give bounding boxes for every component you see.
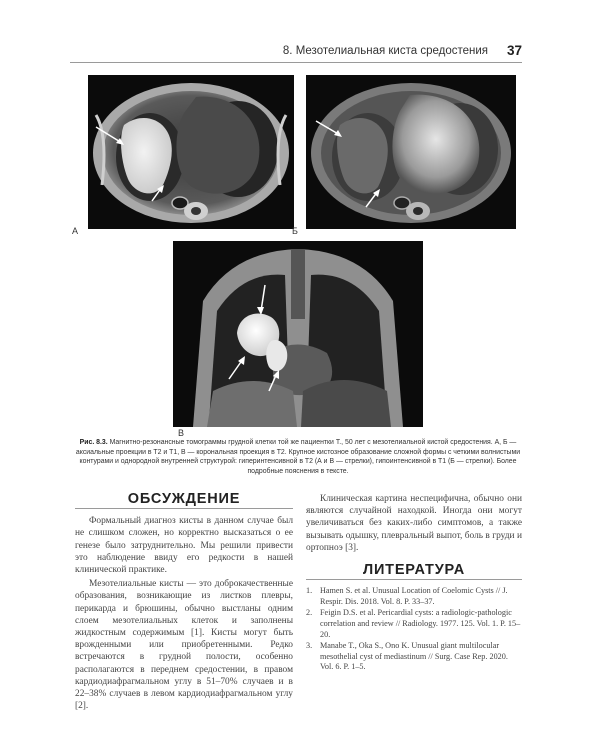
page-number: 37 (506, 43, 522, 58)
references-heading: ЛИТЕРАТУРА (362, 562, 466, 579)
mri-image-b (306, 75, 516, 229)
discussion-paragraph: Мезотелиальные кисты — это доброкачественные образования, возникающие из листков плевры, перикарда и брюшины, обычно выстланы одним слоем мезотелиальных клеток и заполнены жидкостным содержимым [1]. Кисты могут быть врожденными или приобретенными. Редко встречаются в грудной полости, особенно располагаются в переднем средостении, в правом кардиодиафрагмальном углу в 51–70% случаев и в 22–38% случаев в левом кардиодиафрагмальном углу [2]. (75, 579, 293, 712)
reference-number: 3. (306, 641, 313, 651)
mri-image-a (88, 75, 294, 229)
reference-text: Feigin D.S. et al. Pericardial cysts: a radiologic-pathologic correlation and review // Radiology. 1977. 125. Vol. 1. P. 15–20. (320, 608, 521, 639)
reference-item (306, 641, 522, 673)
mri-image-c (173, 241, 423, 427)
mri-coronal-t2-graphic (173, 241, 423, 427)
discussion-section (75, 493, 293, 712)
reference-item (306, 608, 522, 640)
panel-letter-a: А (72, 226, 79, 236)
discussion-heading-rule (75, 508, 293, 509)
clinical-paragraph: Клиническая картина неспецифична, обычно они являются случайной находкой. Иногда они могут увеличиваться без каких-либо симптомов, а также вызывать одышку, плевральный выпот, боль в груди и ортопноэ [3]. (306, 494, 522, 553)
panel-letter-b: Б (292, 226, 298, 236)
figure-caption-label: Рис. 8.3. (79, 439, 108, 446)
reference-text: Hamen S. et al. Unusual Location of Coelomic Cysts // J. Respir. Dis. 2018. Vol. 8. P. 33–37. (320, 586, 508, 606)
references-list (306, 586, 522, 673)
reference-number: 1. (306, 586, 313, 596)
references-heading-rule (306, 579, 522, 580)
mri-axial-t1-graphic (306, 75, 516, 229)
reference-text: Manabe T., Oka S., Ono K. Unusual giant multilocular mesothelial cyst of mediastinum // Surg. Case Rep. 2020. Vol. 6. P. 1–5. (320, 641, 508, 672)
mri-axial-t2-graphic (88, 75, 294, 229)
reference-number: 2. (306, 608, 313, 618)
figure-caption-text: Магнитно-резонансные томограммы грудной клетки той же пациентки Т., 50 лет с мезотелиальной кистой средостения. А, Б — аксиальные проекции в Т2 и Т1, В — корональная проекция в Т2. Крупное кистозное образование сложной формы с четкими волнистыми контурами и однородной внутренней структурой: гиперинтенсивной в Т2 (А и В — стрелки), гипоинтенсивной в Т1 (Б — стрелки). Более подробные пояснения в тексте. (75, 439, 521, 475)
right-column (306, 493, 522, 674)
figure-caption (74, 438, 522, 476)
reference-item (306, 586, 522, 607)
running-head-title: 8. Мезотелиальная киста средостения (282, 45, 488, 57)
discussion-paragraph: Формальный диагноз кисты в данном случае был не слишком сложен, но корректно высказаться о ее генезе было затруднительно. Мы решили привести это наблюдение ввиду его редкости в нашей клинической практике. (75, 516, 293, 576)
discussion-heading: ОБСУЖДЕНИЕ (127, 491, 241, 507)
running-head (70, 44, 522, 63)
panel-letter-c: В (178, 428, 185, 438)
